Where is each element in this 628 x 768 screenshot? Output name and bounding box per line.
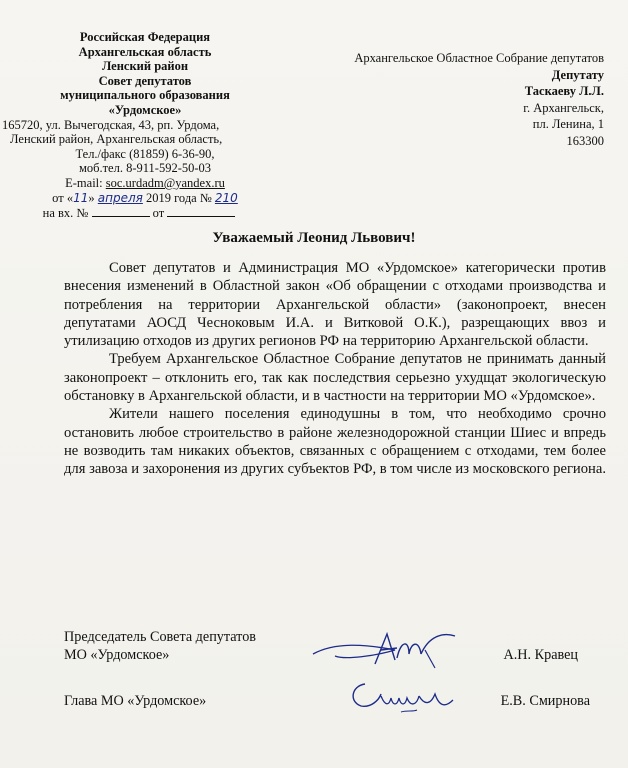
chair-title-line1: Председатель Совета депутатов [64,629,256,645]
outgoing-mid: » [88,190,95,205]
email-label: E-mail: [65,175,103,190]
sender-block [2,30,270,221]
sender-district: Ленский район [101,59,189,74]
chair-signature-icon [305,620,465,680]
paragraph: Совет депутатов и Администрация МО «Урдомское» категорически против внесения изменений в Областной закон «Об обращении с отходами производства и потребления на территории Архангельской области» (законопроект, внесен депутатами АОСД Чесноковым И.А. и Витковой О.К.), разрещающих ввоз и утилизацию отходов из других регионов РФ на территорию Архангельской области. [64,260,606,350]
sender-municipal: муниципального образования [60,88,230,103]
incoming-number-blank [92,205,150,217]
chair-name: А.Н. Кравец [503,647,578,663]
head-signature-row [64,692,590,710]
sender-region: Архангельская область [78,44,212,59]
sender-council: Совет депутатов [98,73,192,88]
paragraph: Жители нашего поселения единодушны в том, что необходимо срочно остановить любое строительство в районе железнодорожной станции Шиес и впредь не возводить там никаких объектов, связанных с обращением с отходами, тем более для завоза и захоронения из других субъектов РФ, в том числе из московского региона. [64,406,606,478]
sender-phone: Тел./факс (81859) 6-36-90, [75,146,215,161]
outgoing-number: 210 [214,190,238,205]
head-title: Глава МО «Урдомское» [64,693,207,709]
addressee-street: пл. Ленина, 1 [532,117,604,131]
sender-mobile: моб.тел. 8-911-592-50-03 [78,161,212,176]
addressee-city: г. Архангельск, [523,100,604,115]
email-link[interactable]: soc.urdadm@yandex.ru [105,175,225,190]
head-signature-icon [345,672,465,722]
sender-name: «Урдомское» [108,102,182,117]
outgoing-month: апреля [97,190,143,205]
outgoing-year: 2019 года № [145,190,212,205]
addressee-role: Депутату [551,67,604,82]
sender-address-2: Ленский район, Архангельская область, [10,132,223,147]
addressee-org: Архангельское Областное Собрание депутатов [354,51,604,65]
outgoing-prefix: от « [52,190,74,205]
incoming-ref [8,205,270,221]
incoming-mid: от [152,206,165,221]
incoming-date-blank [167,205,235,217]
letter-body [64,259,606,479]
addressee-name: Таскаеву Л.Л. [524,84,604,98]
head-name: Е.В. Смирнова [500,693,590,709]
incoming-prefix: на вх. № [42,206,89,221]
salutation: Уважаемый Леонид Львович! [212,230,416,246]
outgoing-ref [20,191,270,206]
sender-email-line [20,176,270,191]
addressee-zip: 163300 [566,133,604,148]
sender-country: Российская Федерация [79,30,211,44]
chair-title-line2: МО «Урдомское» [64,647,170,663]
addressee-block [304,50,604,149]
outgoing-day: 11 [73,190,89,205]
paragraph: Требуем Архангельское Областное Собрание депутатов не принимать данный законопроект – отклонить его, так как последствия серьезно ухудщат экологическую обстановку в Архангельской области, и в частности на территории МО «Урдомское». [64,351,606,405]
sender-address-1: 165720, ул. Вычегодская, 43, рп. Урдома, [2,117,220,132]
